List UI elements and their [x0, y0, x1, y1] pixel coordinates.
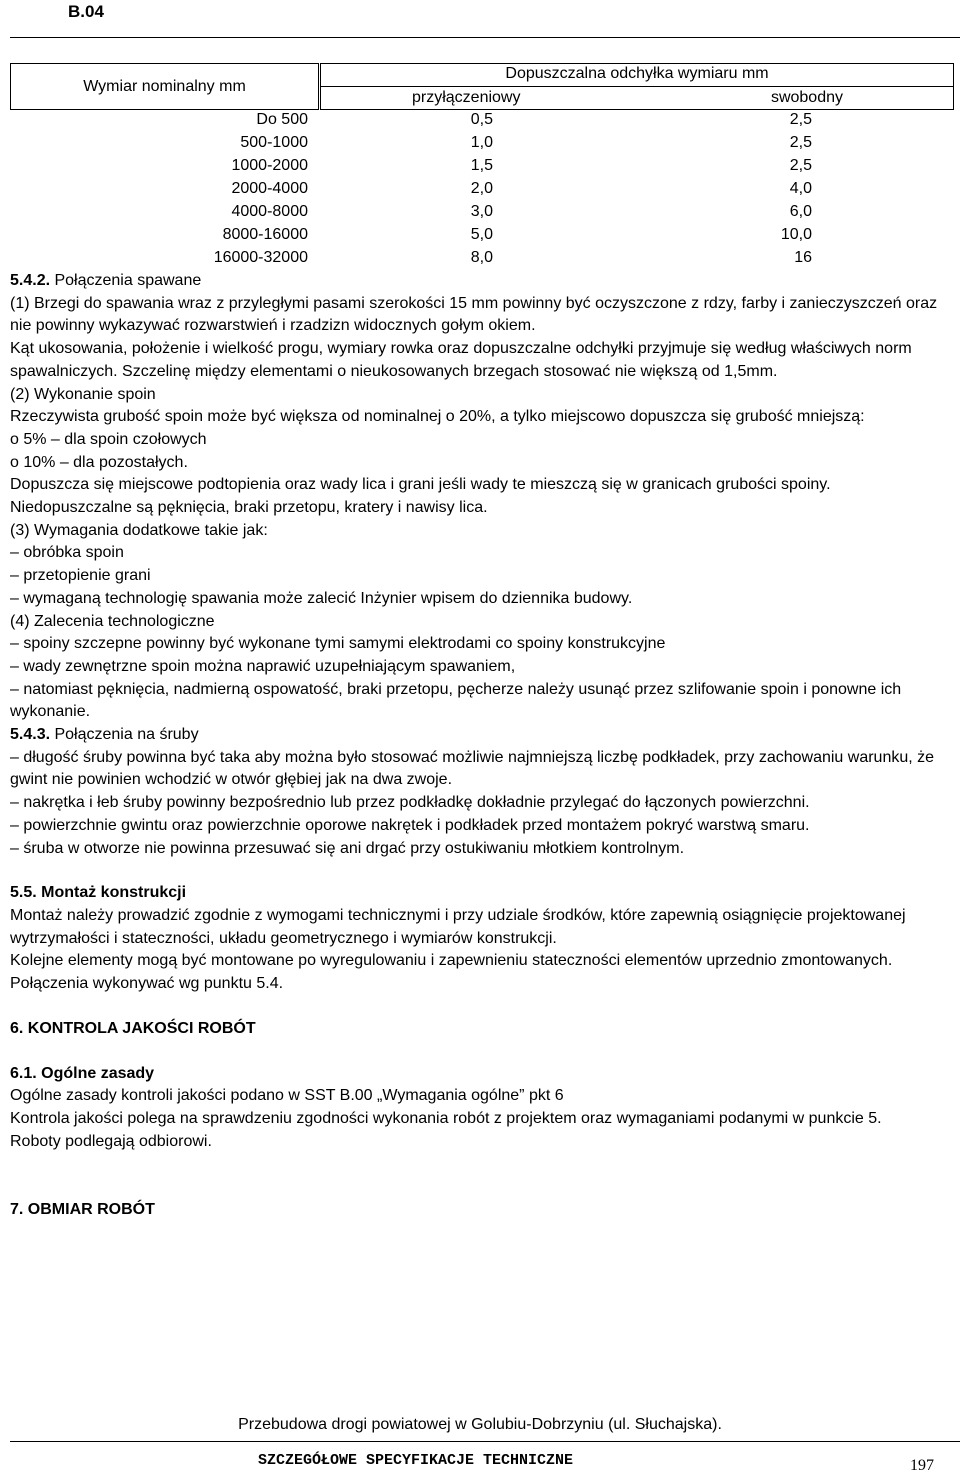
footer-project-title: Przebudowa drogi powiatowej w Golubiu-Dobrzyniu (ul. Słuchajska). — [238, 1416, 722, 1433]
spacer — [10, 996, 950, 1018]
table-cell-free: 2,5 — [789, 134, 812, 151]
table-cell-free: 2,5 — [789, 157, 812, 174]
header-rule — [10, 37, 960, 38]
list-item: o 5% – dla spoin czołowych — [10, 430, 207, 448]
table-header-tolerance-label: Dopuszczalna odchyłka wymiaru mm — [505, 65, 769, 82]
paragraph: Ogólne zasady kontroli jakości podano w SST B.00 „Wymagania ogólne” pkt 6 — [10, 1087, 564, 1105]
paragraph: Kolejne elementy mogą być montowane po wyregulowaniu i zapewnieniu stateczności elementów uprzednio zmontowanych. — [10, 952, 893, 970]
table-cell-free: 2,5 — [789, 111, 812, 128]
table-cell-connection: 1,0 — [470, 134, 493, 151]
table-cell-nominal: 4000-8000 — [231, 203, 308, 220]
section-title: Połączenia na śruby — [50, 726, 199, 744]
list-item: – powierzchnie gwintu oraz powierzchnie oporowe nakrętek i podkładek przed montażem pokryć warstwą smaru. — [10, 816, 810, 834]
list-item: – przetopienie grani — [10, 567, 151, 585]
page-number: 197 — [910, 1457, 934, 1474]
document-code: B.04 — [68, 2, 104, 21]
list-item: o 10% – dla pozostałych. — [10, 453, 188, 471]
list-item: – spoiny szczepne powinny być wykonane tymi samymi elektrodami co spoiny konstrukcyjne — [10, 635, 666, 653]
section-number: 5.4.3. — [10, 726, 51, 744]
table-header-tolerance — [320, 63, 954, 87]
table-subheader-free: swobodny — [770, 89, 843, 106]
table-cell-connection: 1,5 — [470, 157, 493, 174]
paragraph: Roboty podlegają odbiorowi. — [10, 1132, 212, 1150]
table-cell-connection: 8,0 — [470, 249, 493, 266]
list-item: – nakrętka i łeb śruby powinny bezpośrednio lub przez podkładkę dokładnie przylegać do łączonych powierzchni. — [10, 794, 810, 812]
table-header-nominal-label: Wymiar nominalny mm — [83, 77, 246, 95]
list-item: – obróbka spoin — [10, 544, 124, 562]
table-row — [0, 180, 960, 203]
table-cell-nominal: 16000-32000 — [213, 249, 308, 266]
footer-spec-label: SZCZEGÓŁOWE SPECYFIKACJE TECHNICZNE — [258, 1452, 574, 1469]
table-cell-nominal: 2000-4000 — [231, 180, 308, 197]
table-row — [0, 111, 960, 134]
list-item: – śruba w otworze nie powinna przesuwać się ani drgać przy ostukiwaniu młotkiem kontrolnym. — [10, 839, 685, 857]
document-body — [10, 270, 950, 1222]
section-title: Połączenia spawane — [50, 272, 202, 289]
table-cell-nominal: 8000-16000 — [222, 226, 308, 243]
list-item: – długość śruby powinna być taka aby można było stosować możliwie najmniejszą liczbę podkładek, przy zachowaniu warunku, że gwint nie powinien wchodzić w otwór głębiej jak na dwa zwoje. — [10, 748, 935, 789]
paragraph: Dopuszcza się miejscowe podtopienia oraz wady lica i grani jeśli wady te mieszczą się w granicach grubości spoiny. — [10, 476, 831, 494]
spacer — [10, 1041, 950, 1063]
section-5-4-2-heading — [10, 270, 950, 293]
table-cell-connection: 2,0 — [470, 180, 493, 197]
paragraph: Kontrola jakości polega na sprawdzeniu zgodności wykonania robót z projektem oraz wymaganiami podanymi w punkcie 5. — [10, 1109, 882, 1127]
table-row — [0, 157, 960, 180]
table-cell-free: 16 — [794, 249, 812, 266]
table-cell-nominal: 500-1000 — [240, 134, 308, 151]
table-cell-connection: 0,5 — [470, 111, 493, 128]
section-number: 5.4.2. — [10, 272, 51, 289]
table-row — [0, 249, 960, 272]
paragraph: Montaż należy prowadzić zgodnie z wymogami technicznymi i przy udziale środków, które zapewnią osiągnięcie projektowanej wytrzymałości i stateczności, układu geometrycznego i wymiarów konstrukcji. — [10, 906, 906, 947]
list-item: – natomiast pęknięcia, nadmierną ospowatość, braki przetopu, pęcherze należy usunąć przez szlifowanie spoin i ponowne ich wykonanie. — [10, 680, 902, 721]
section-7-heading: 7. OBMIAR ROBÓT — [10, 1201, 155, 1219]
table-row — [0, 226, 960, 249]
paragraph: (4) Zalecenia technologiczne — [10, 612, 215, 630]
section-5-4-3-heading — [10, 724, 950, 747]
table-row — [0, 203, 960, 226]
table-header-nominal — [10, 63, 319, 110]
paragraph: (3) Wymagania dodatkowe takie jak: — [10, 521, 268, 539]
paragraph: (2) Wykonanie spoin — [10, 385, 156, 403]
list-item: – wymaganą technologię spawania może zalecić Inżynier wpisem do dziennika budowy. — [10, 589, 633, 607]
list-item: – wady zewnętrzne spoin można naprawić uzupełniającym spawaniem, — [10, 657, 516, 675]
table-subheader-connection: przyłączeniowy — [412, 89, 521, 106]
spacer — [10, 1153, 950, 1199]
table-cell-free: 6,0 — [789, 203, 812, 220]
table-cell-nominal: 1000-2000 — [231, 157, 308, 174]
spacer — [10, 860, 950, 882]
paragraph: Niedopuszczalne są pęknięcia, braki przetopu, kratery i nawisy lica. — [10, 499, 488, 517]
table-cell-free: 4,0 — [789, 180, 812, 197]
section-6-1-heading: 6.1. Ogólne zasady — [10, 1064, 155, 1082]
paragraph: Rzeczywista grubość spoin może być większa od nominalnej o 20%, a tylko miejscowo dopuszcza się grubość mniejszą: — [10, 408, 865, 426]
section-6-heading: 6. KONTROLA JAKOŚCI ROBÓT — [10, 1019, 256, 1037]
footer-rule — [10, 1441, 960, 1442]
table-cell-nominal: Do 500 — [256, 111, 308, 128]
table-row — [0, 134, 960, 157]
paragraph: Kąt ukosowania, położenie i wielkość progu, wymiary rowka oraz dopuszczalne odchyłki przyjmuje się według właściwych norm spawalniczych. Szczelinę między elementami o nieukosowanych brzegach stosować nie większą od 1,5mm. — [10, 340, 912, 380]
table-cell-free: 10,0 — [780, 226, 812, 243]
paragraph: Połączenia wykonywać wg punktu 5.4. — [10, 975, 284, 993]
table-cell-connection: 5,0 — [470, 226, 493, 243]
paragraph: (1) Brzegi do spawania wraz z przyległymi pasami szerokości 15 mm powinny być oczyszczone z rdzy, farby i zanieczyszczeń oraz nie powinny wykazywać rozwarstwień i rzadzizn widocznych gołym okiem. — [10, 294, 938, 335]
section-5-5-heading: 5.5. Montaż konstrukcji — [10, 884, 187, 902]
table-cell-connection: 3,0 — [470, 203, 493, 220]
